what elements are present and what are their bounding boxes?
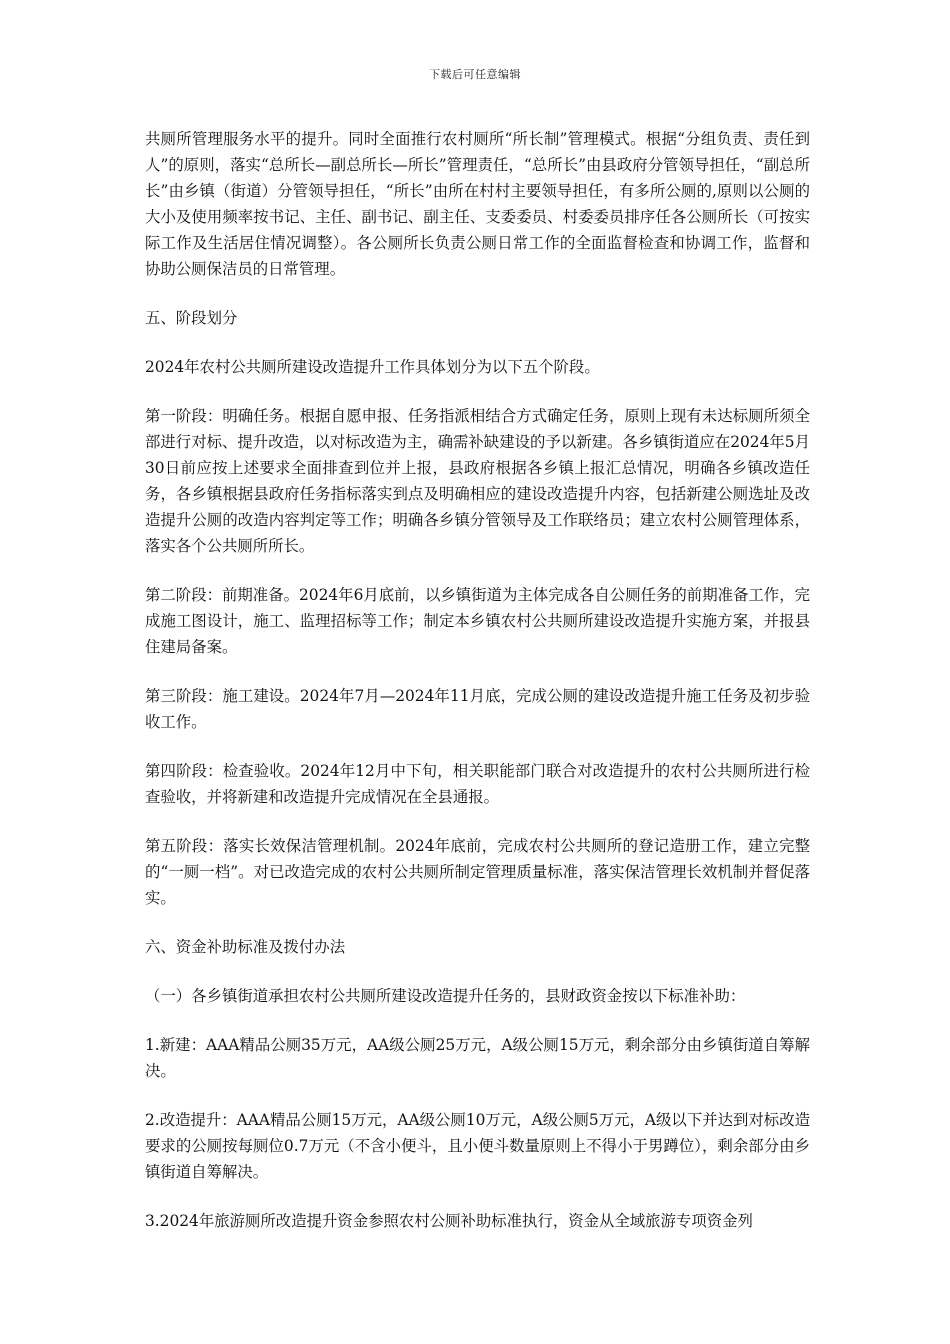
paragraph-funding-renovation: 2.改造提升：AAA精品公厕15万元，AA级公厕10万元，A级公厕5万元，A级以下并达到对标改造要求的公厕按每厕位0.7万元（不含小便斗，且小便斗数量原则上不得小于男蹲位），剩余部分由乡镇街道自筹解决。 (145, 1111, 810, 1181)
paragraph-phase-intro: 2024年农村公共厕所建设改造提升工作具体划分为以下五个阶段。 (145, 358, 600, 376)
paragraph-funding-intro: （一）各乡镇街道承担农村公共厕所建设改造提升任务的，县财政资金按以下标准补助： (145, 987, 746, 1005)
paragraph-funding-tourism: 3.2024年旅游厕所改造提升资金参照农村公厕补助标准执行，资金从全域旅游专项资金列 (145, 1212, 753, 1230)
paragraph-phase-four: 第四阶段：检查验收。2024年12月中下旬，相关职能部门联合对改造提升的农村公共厕所进行检查验收，并将新建和改造提升完成情况在全县通报。 (145, 762, 810, 806)
document-body (145, 126, 810, 1257)
paragraph-phase-five: 第五阶段：落实长效保洁管理机制。2024年底前，完成农村公共厕所的登记造册工作，建立完整的“一厕一档”。对已改造完成的农村公共厕所制定管理质量标准，落实保洁管理长效机制并督促落实。 (145, 837, 810, 907)
paragraph-funding-new-build: 1.新建：AAA精品公厕35万元，AA级公厕25万元，A级公厕15万元，剩余部分由乡镇街道自筹解决。 (145, 1036, 810, 1080)
paragraph-phase-one: 第一阶段：明确任务。根据自愿申报、任务指派相结合方式确定任务，原则上现有未达标厕所须全部进行对标、提升改造，以对标改造为主，确需补缺建设的予以新建。各乡镇街道应在2024年5月30日前应按上述要求全面排查到位并上报，县政府根据各乡镇上报汇总情况，明确各乡镇改造任务，各乡镇根据县政府任务指标落实到点及明确相应的建设改造提升内容，包括新建公厕选址及改造提升公厕的改造内容判定等工作；明确各乡镇分管领导及工作联络员；建立农村公厕管理体系，落实各个公共厕所所长。 (145, 407, 810, 555)
page-header-note: 下载后可任意编辑 (429, 68, 521, 81)
section-heading-funding: 六、资金补助标准及拨付办法 (145, 938, 346, 956)
paragraph-phase-three: 第三阶段：施工建设。2024年7月—2024年11月底，完成公厕的建设改造提升施工任务及初步验收工作。 (145, 687, 810, 731)
paragraph-toilet-director-system: 共厕所管理服务水平的提升。同时全面推行农村厕所“所长制”管理模式。根据“分组负责、责任到人”的原则，落实“总所长—副总所长—所长”管理责任，“总所长”由县政府分管领导担任，“副总所长”由乡镇（街道）分管领导担任，“所长”由所在村村主要领导担任，有多所公厕的,原则以公厕的大小及使用频率按书记、主任、副书记、副主任、支委委员、村委委员排序任各公厕所长（可按实际工作及生活居住情况调整）。各公厕所长负责公厕日常工作的全面监督检查和协调工作，监督和协助公厕保洁员的日常管理。 (145, 130, 810, 278)
section-heading-phases: 五、阶段划分 (145, 309, 238, 327)
paragraph-phase-two: 第二阶段：前期准备。2024年6月底前，以乡镇街道为主体完成各自公厕任务的前期准备工作，完成施工图设计，施工、监理招标等工作；制定本乡镇农村公共厕所建设改造提升实施方案，并报县住建局备案。 (145, 586, 810, 656)
